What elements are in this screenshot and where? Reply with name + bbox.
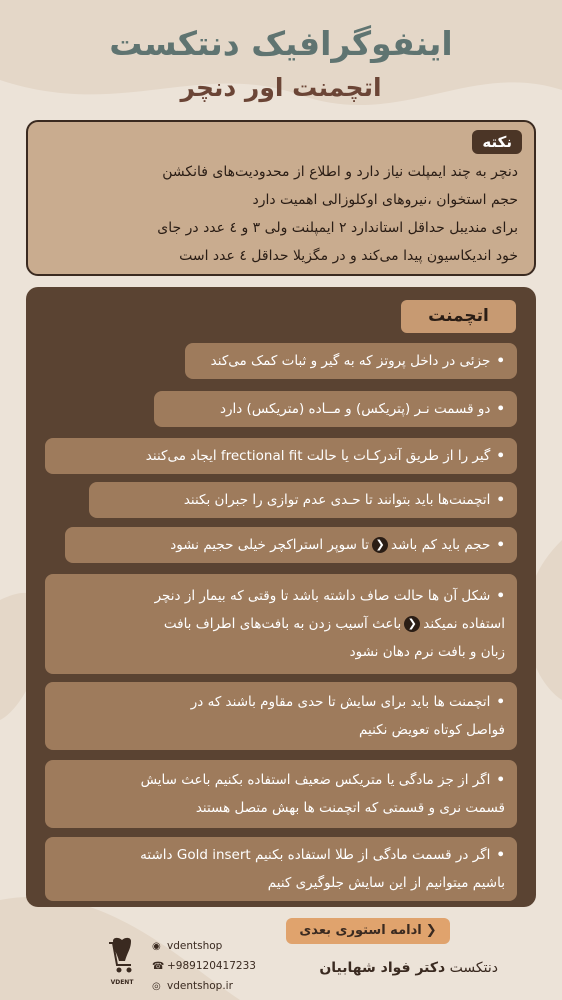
- instagram-icon: ◉: [152, 941, 161, 952]
- chevron-left-icon: ❮: [425, 923, 437, 938]
- page-title: اینفوگرافیک دنتکست: [109, 24, 453, 63]
- chevron-left-icon: ❮: [404, 616, 420, 632]
- instagram-row[interactable]: ◉ vdentshop: [152, 936, 262, 956]
- list-item: •گیر را از طریق آندرکـات یا حالت frectional fit ایجاد می‌کنند: [45, 438, 517, 474]
- bullet-icon: •: [496, 694, 505, 710]
- attachment-panel: [26, 287, 536, 907]
- list-item: •حجم باید کم باشد❮تا سوپر استراکچر خیلی حجیم نشود: [65, 527, 517, 563]
- website-row[interactable]: ◎ vdentshop.ir: [152, 976, 262, 996]
- bullet-icon: •: [496, 353, 505, 369]
- next-story-button[interactable]: ❮ادامه استوری بعدی: [286, 918, 450, 944]
- list-item: •شکل آن ها حالت صاف داشته باشد تا وقتی که بیمار از دنچر استفاده نمیکند❮باعث آسیب زدن به بافت‌های اطراف بافت زبان و بافت نرم دهان نشود: [45, 574, 517, 674]
- page-subtitle: اتچمنت اور دنچر: [180, 73, 382, 102]
- cart-tooth-icon: [105, 935, 139, 975]
- note-line: برای مندیبل حداقل استاندارد ۲ ایمپلنت ولی ۳ و ٤ عدد در جای: [157, 220, 518, 236]
- note-tag: نکته: [472, 130, 522, 154]
- panel-tag: اتچمنت: [401, 300, 516, 333]
- brand-logo: [102, 935, 142, 990]
- bullet-icon: •: [496, 847, 505, 863]
- note-text: [33, 158, 518, 270]
- header: [0, 22, 562, 106]
- list-item: •اگر در قسمت مادگی از طلا استفاده بکنیم Gold insert داشته باشیم میتوانیم از این سایش جلوگیری کنیم: [45, 837, 517, 901]
- chevron-left-icon: ❮: [372, 537, 388, 553]
- bullet-icon: •: [496, 588, 505, 604]
- note-box: [26, 120, 536, 276]
- list-item: •اتچمنت ها باید برای سایش تا حدی مقاوم باشند که در فواصل کوتاه تعویض نکنیم: [45, 682, 517, 750]
- bullet-icon: •: [496, 401, 505, 417]
- bullet-icon: •: [496, 772, 505, 788]
- bullet-icon: •: [496, 537, 505, 553]
- logo-text: VDENT: [110, 979, 134, 986]
- author-credit: دنتکست دکتر فواد شهابیان: [319, 960, 498, 976]
- list-item: •اتچمنت‌ها باید بتوانند تا حـدی عدم توازی را جبران بکنند: [89, 482, 517, 518]
- note-line: حجم استخوان ،نیروهای اوکلوزالی اهمیت دارد: [252, 192, 518, 208]
- list-item: •جزئی در داخل پروتز که به گیر و ثبات کمک می‌کند: [185, 343, 517, 379]
- phone-icon: ☎: [152, 961, 165, 972]
- note-line: خود اندیکاسیون پیدا می‌کند و در مگزیلا حداقل ٤ عدد است: [179, 248, 518, 264]
- bullet-icon: •: [496, 492, 505, 508]
- globe-icon: ◎: [152, 981, 161, 992]
- bullet-icon: •: [496, 448, 505, 464]
- contact-info: [152, 936, 262, 996]
- list-item: •اگر از جز مادگی یا متریکس ضعیف استفاده بکنیم باعث سایش قسمت نری و قسمتی که اتچمنت ها بهش متصل هستند: [45, 760, 517, 828]
- phone-row[interactable]: ☎ +989120417233: [152, 956, 262, 976]
- note-line: دنچر به چند ایمپلت نیاز دارد و اطلاع از محدودیت‌های فانکشن: [162, 164, 518, 180]
- list-item: •دو قسمت نـر (پتریکس) و مــاده (متریکس) دارد: [154, 391, 517, 427]
